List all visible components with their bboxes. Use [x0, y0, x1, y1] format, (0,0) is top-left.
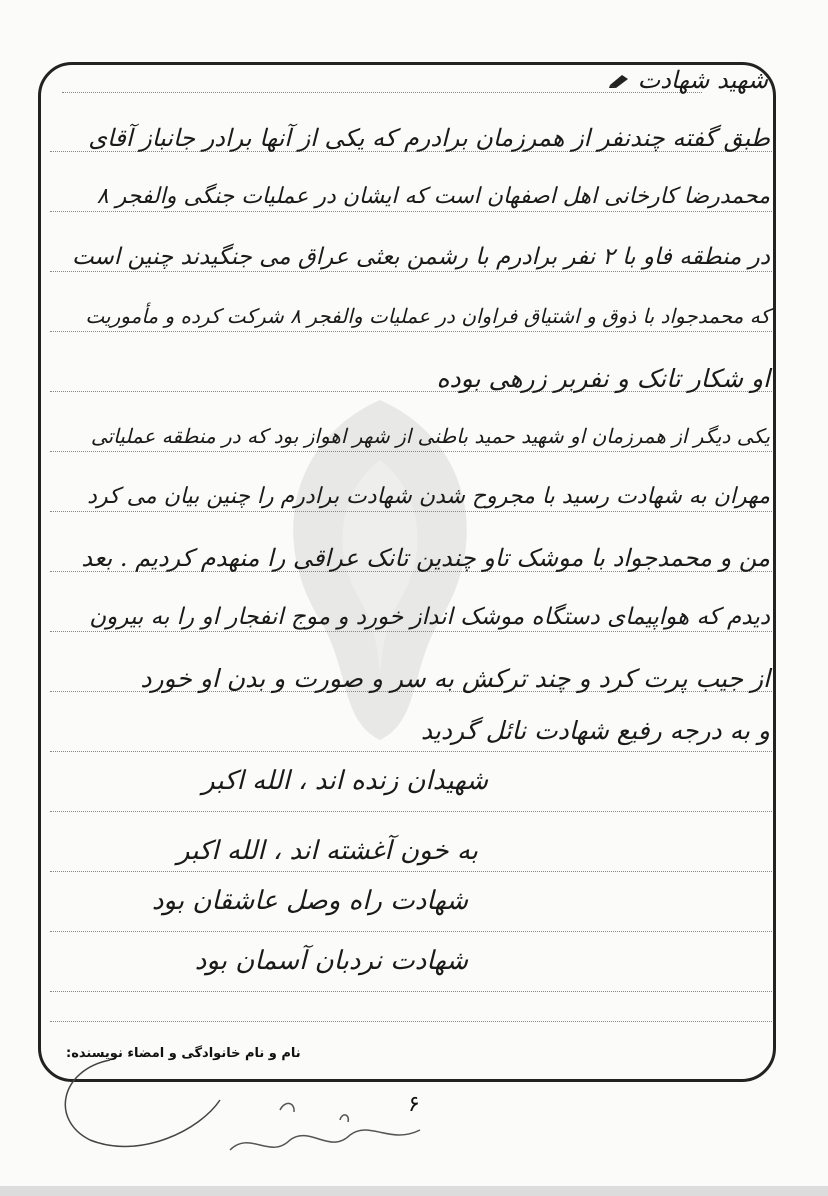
ruled-line: [50, 211, 772, 212]
poem-line: به خون آغشته اند ، الله اکبر: [176, 836, 478, 866]
text-line: من و محمدجواد با موشک تاو چندین تانک عراقی را منهدم کردیم . بعد: [81, 544, 770, 572]
ruled-line: [50, 991, 772, 992]
header-dotted-line: [62, 92, 702, 93]
ruled-line: [50, 331, 772, 332]
ruled-line: [50, 271, 772, 272]
text-line: محمدرضا کارخانی اهل اصفهان است که ایشان در عملیات جنگی والفجر ۸: [96, 184, 770, 209]
page-header: [608, 66, 768, 94]
page-border-frame: [38, 62, 776, 1082]
scan-bottom-strip: [0, 1186, 828, 1196]
poem-line: شهیدان زنده اند ، الله اکبر: [202, 766, 488, 796]
text-line: دیدم که هواپیمای دستگاه موشک انداز خورد و موج انفجار او را به بیرون: [89, 604, 770, 630]
poem-line: شهادت نردبان آسمان بود: [194, 946, 468, 976]
ruled-line: [50, 1021, 772, 1022]
text-line: که محمدجواد با ذوق و اشتیاق فراوان در عملیات والفجر ۸ شرکت کرده و مأموریت: [85, 304, 770, 328]
page-number: ۶: [408, 1092, 420, 1117]
text-line: مهران به شهادت رسید با مجروح شدن شهادت برادرم را چنین بیان می کرد: [87, 484, 770, 509]
text-line: او شکار تانک و نفربر زرهی بوده: [436, 364, 770, 393]
ruled-line: [50, 931, 772, 932]
page-title: شهید شهادت: [637, 66, 768, 94]
text-line: یکی دیگر از همرزمان او شهید حمید باطنی از شهر اهواز بود که در منطقه عملیاتی: [90, 424, 770, 448]
ruled-line: [50, 751, 772, 752]
author-signature-label: نام و نام خانوادگی و امضاء نویسنده:: [66, 1046, 301, 1061]
ruled-line: [50, 511, 772, 512]
text-line: و به درجه رفیع شهادت نائل گردید: [420, 716, 770, 745]
pen-icon: [608, 71, 632, 89]
signature-scribble: [50, 1030, 470, 1180]
text-line: در منطقه فاو با ۲ نفر برادرم با رشمن بعثی عراق می جنگیدند چنین است: [71, 244, 770, 270]
ruled-line: [50, 631, 772, 632]
ruled-line: [50, 451, 772, 452]
text-line: طبق گفته چندنفر از همرزمان برادرم که یکی از آنها برادر جانباز آقای: [88, 124, 770, 152]
ruled-line: [50, 871, 772, 872]
poem-line: شهادت راه وصل عاشقان بود: [151, 886, 468, 916]
text-line: از جیب پرت کرد و چند ترکش به سر و صورت و بدن او خورد: [140, 664, 770, 693]
ruled-line: [50, 811, 772, 812]
